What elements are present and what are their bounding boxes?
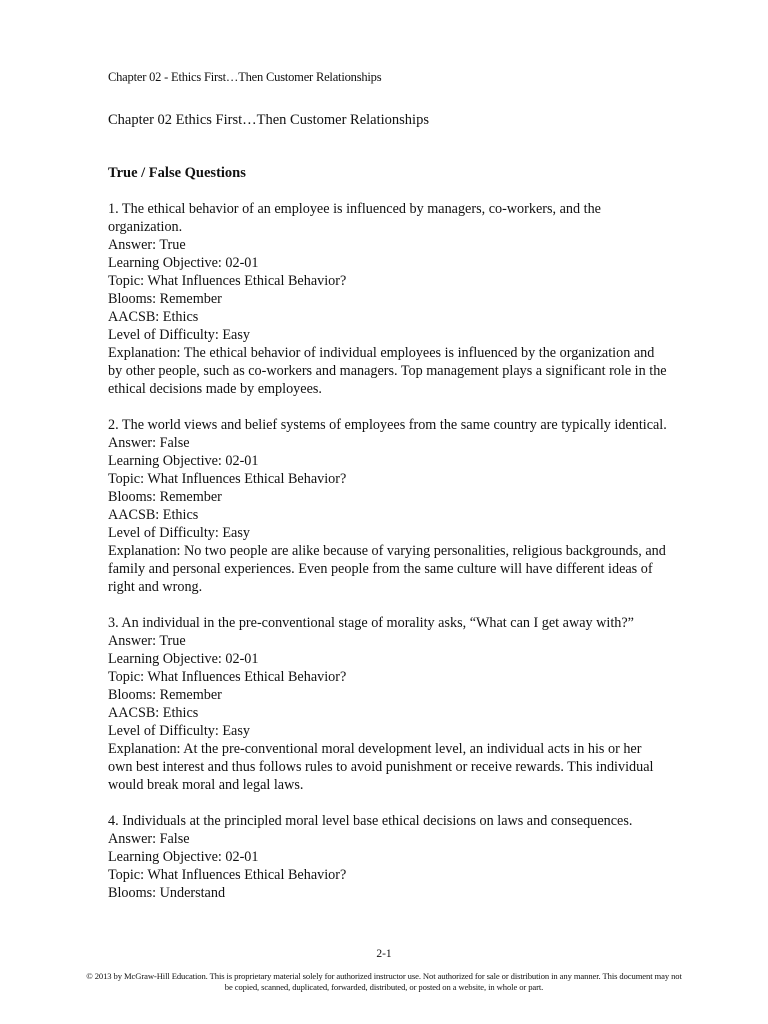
question-text: 4. Individuals at the principled moral level base ethical decisions on laws and consequences. [108, 813, 633, 829]
chapter-title: Chapter 02 Ethics First…Then Customer Relationships [108, 112, 429, 128]
answer: Answer: True [108, 633, 186, 649]
aacsb: AACSB: Ethics [108, 309, 199, 325]
running-head: Chapter 02 - Ethics First…Then Customer Relationships [108, 70, 382, 84]
question-4 [108, 812, 668, 902]
topic: Topic: What Influences Ethical Behavior? [108, 471, 347, 487]
aacsb: AACSB: Ethics [108, 705, 199, 721]
learning-objective: Learning Objective: 02-01 [108, 255, 259, 271]
aacsb: AACSB: Ethics [108, 507, 199, 523]
blooms: Blooms: Remember [108, 687, 222, 703]
topic: Topic: What Influences Ethical Behavior? [108, 273, 347, 289]
explanation: Explanation: At the pre-conventional moral development level, an individual acts in his or her own best interest and thus follows rules to avoid punishment or receive rewards. This individual would break moral and legal laws. [108, 741, 654, 793]
copyright-notice: © 2013 by McGraw-Hill Education. This is proprietary material solely for authorized instructor use. Not authorized for sale or distribution in any manner. This document may not be copied, scanned, duplicated, forwarded, distributed, or posted on a website, in whole or part. [86, 971, 682, 992]
question-text: 3. An individual in the pre-conventional stage of morality asks, “What can I get away with?” [108, 615, 634, 631]
explanation: Explanation: No two people are alike because of varying personalities, religious backgrounds, and family and personal experiences. Even people from the same culture will have different ideas of right and wrong. [108, 543, 666, 595]
topic: Topic: What Influences Ethical Behavior? [108, 867, 347, 883]
blooms: Blooms: Remember [108, 291, 222, 307]
question-text: 1. The ethical behavior of an employee is influenced by managers, co-workers, and the organization. [108, 201, 601, 235]
answer: Answer: False [108, 831, 190, 847]
answer: Answer: True [108, 237, 186, 253]
explanation: Explanation: The ethical behavior of individual employees is influenced by the organization and by other people, such as co-workers and managers. Top management plays a significant role in the ethical decisions made by employees. [108, 345, 667, 397]
question-3 [108, 614, 668, 794]
learning-objective: Learning Objective: 02-01 [108, 651, 259, 667]
difficulty: Level of Difficulty: Easy [108, 525, 250, 541]
question-text: 2. The world views and belief systems of employees from the same country are typically identical. [108, 417, 667, 433]
question-2 [108, 416, 668, 596]
difficulty: Level of Difficulty: Easy [108, 327, 250, 343]
page-number: 2-1 [376, 948, 392, 960]
topic: Topic: What Influences Ethical Behavior? [108, 669, 347, 685]
section-title: True / False Questions [108, 165, 246, 181]
answer: Answer: False [108, 435, 190, 451]
blooms: Blooms: Remember [108, 489, 222, 505]
question-list [108, 200, 668, 920]
learning-objective: Learning Objective: 02-01 [108, 849, 259, 865]
blooms: Blooms: Understand [108, 885, 226, 901]
learning-objective: Learning Objective: 02-01 [108, 453, 259, 469]
difficulty: Level of Difficulty: Easy [108, 723, 250, 739]
question-1 [108, 200, 668, 398]
